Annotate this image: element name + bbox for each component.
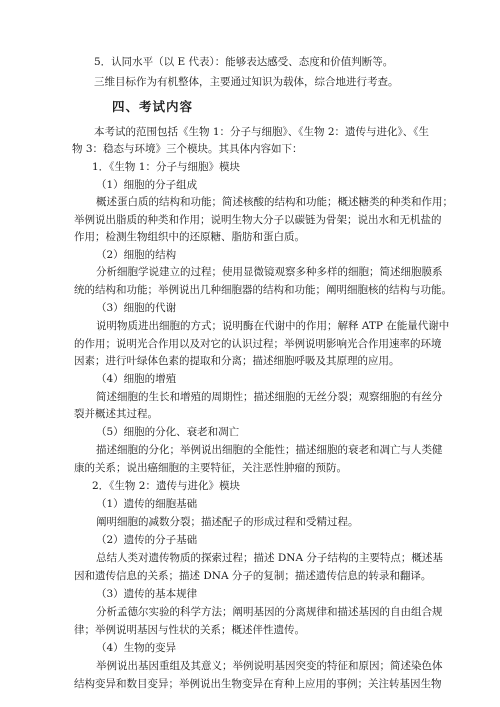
text-line: 2．《生物 2：遗传与进化》模块 [92, 480, 240, 492]
text-line: 康的关系；说出癌细胞的主要特征，关注恶性肿瘤的预防。 [74, 462, 347, 474]
text-line: （1）遗传的细胞基础 [96, 498, 198, 510]
text-line: 裂并概述其过程。 [74, 408, 158, 420]
text-line: 简述细胞的生长和增殖的周期性；描述细胞的无丝分裂；观察细胞的有丝分 [96, 391, 443, 403]
text-line: 描述细胞的分化；举例说出细胞的全能性；描述细胞的衰老和凋亡与人类健 [96, 444, 443, 456]
text-line: （2）遗传的分子基础 [96, 534, 198, 546]
text-line: （3）遗传的基本规律 [96, 588, 198, 600]
text-line: 举例说出脂质的种类和作用；说明生物大分子以碳链为骨架；说出水和无机盐的 [74, 214, 442, 226]
text-line: （3）细胞的代谢 [96, 302, 177, 314]
text-line: 律；举例说明基因与性状的关系；概述伴性遗传。 [74, 624, 305, 636]
text-line: 分析孟德尔实验的科学方法；阐明基因的分离规律和描述基因的自由组合规 [96, 606, 443, 618]
text-line: 分析细胞学说建立的过程；使用显微镜观察多种多样的细胞；简述细胞膜系 [96, 266, 443, 278]
text-line: 说明物质进出细胞的方式；说明酶在代谢中的作用；解释 ATP 在能量代谢中 [96, 320, 450, 332]
text-line: （4）细胞的增殖 [96, 373, 177, 385]
text-line: 物 3：稳态与环境》三个模块。其具体内容如下： [72, 143, 303, 155]
text-line: 作用；检测生物组织中的还原糖、脂肪和蛋白质。 [74, 231, 305, 243]
text-line: 总结人类对遗传物质的探索过程；描述 DNA 分子结构的主要特点；概述基 [96, 552, 443, 564]
text-line: 因和遗传信息的关系；描述 DNA 分子的复制；描述遗传信息的转录和翻译。 [74, 570, 432, 582]
text-line: 1．《生物 1：分子与细胞》模块 [92, 161, 240, 173]
text-line: （1）细胞的分子组成 [96, 179, 198, 191]
text-line: 本考试的范围包括《生物 1：分子与细胞》、《生物 2：遗传与进化》、《生 [94, 126, 430, 138]
text-line: （5）细胞的分化、衰老和凋亡 [96, 426, 240, 438]
text-line: 结构变异和数目变异；举例说出生物变异在育种上应用的事例；关注转基因生物 [74, 678, 442, 690]
text-line: 5．认同水平（以 E 代表）：能够表达感受、态度和价值判断等。 [94, 56, 394, 68]
text-line: （2）细胞的结构 [96, 249, 177, 261]
section-heading: 四、考试内容 [112, 99, 194, 114]
text-line: 阐明细胞的减数分裂；描述配子的形成过程和受精过程。 [96, 516, 359, 528]
text-line: 因素；进行叶绿体色素的提取和分离；描述细胞呼吸及其原理的应用。 [74, 355, 400, 367]
text-line: （4）生物的变异 [96, 642, 177, 654]
text-line: 概述蛋白质的结构和功能；简述核酸的结构和功能；概述糖类的种类和作用； [96, 196, 453, 208]
text-line: 举例说出基因重组及其意义；举例说明基因突变的特征和原因；简述染色体 [96, 660, 443, 672]
text-line: 的作用；说明光合作用以及对它的认识过程；举例说明影响光合作用速率的环境 [74, 338, 442, 350]
text-line: 三维目标作为有机整体，主要通过知识为载体，综合地进行考查。 [94, 76, 399, 88]
text-line: 统的结构和功能；举例说出几种细胞器的结构和功能；阐明细胞核的结构与功能。 [74, 284, 452, 296]
